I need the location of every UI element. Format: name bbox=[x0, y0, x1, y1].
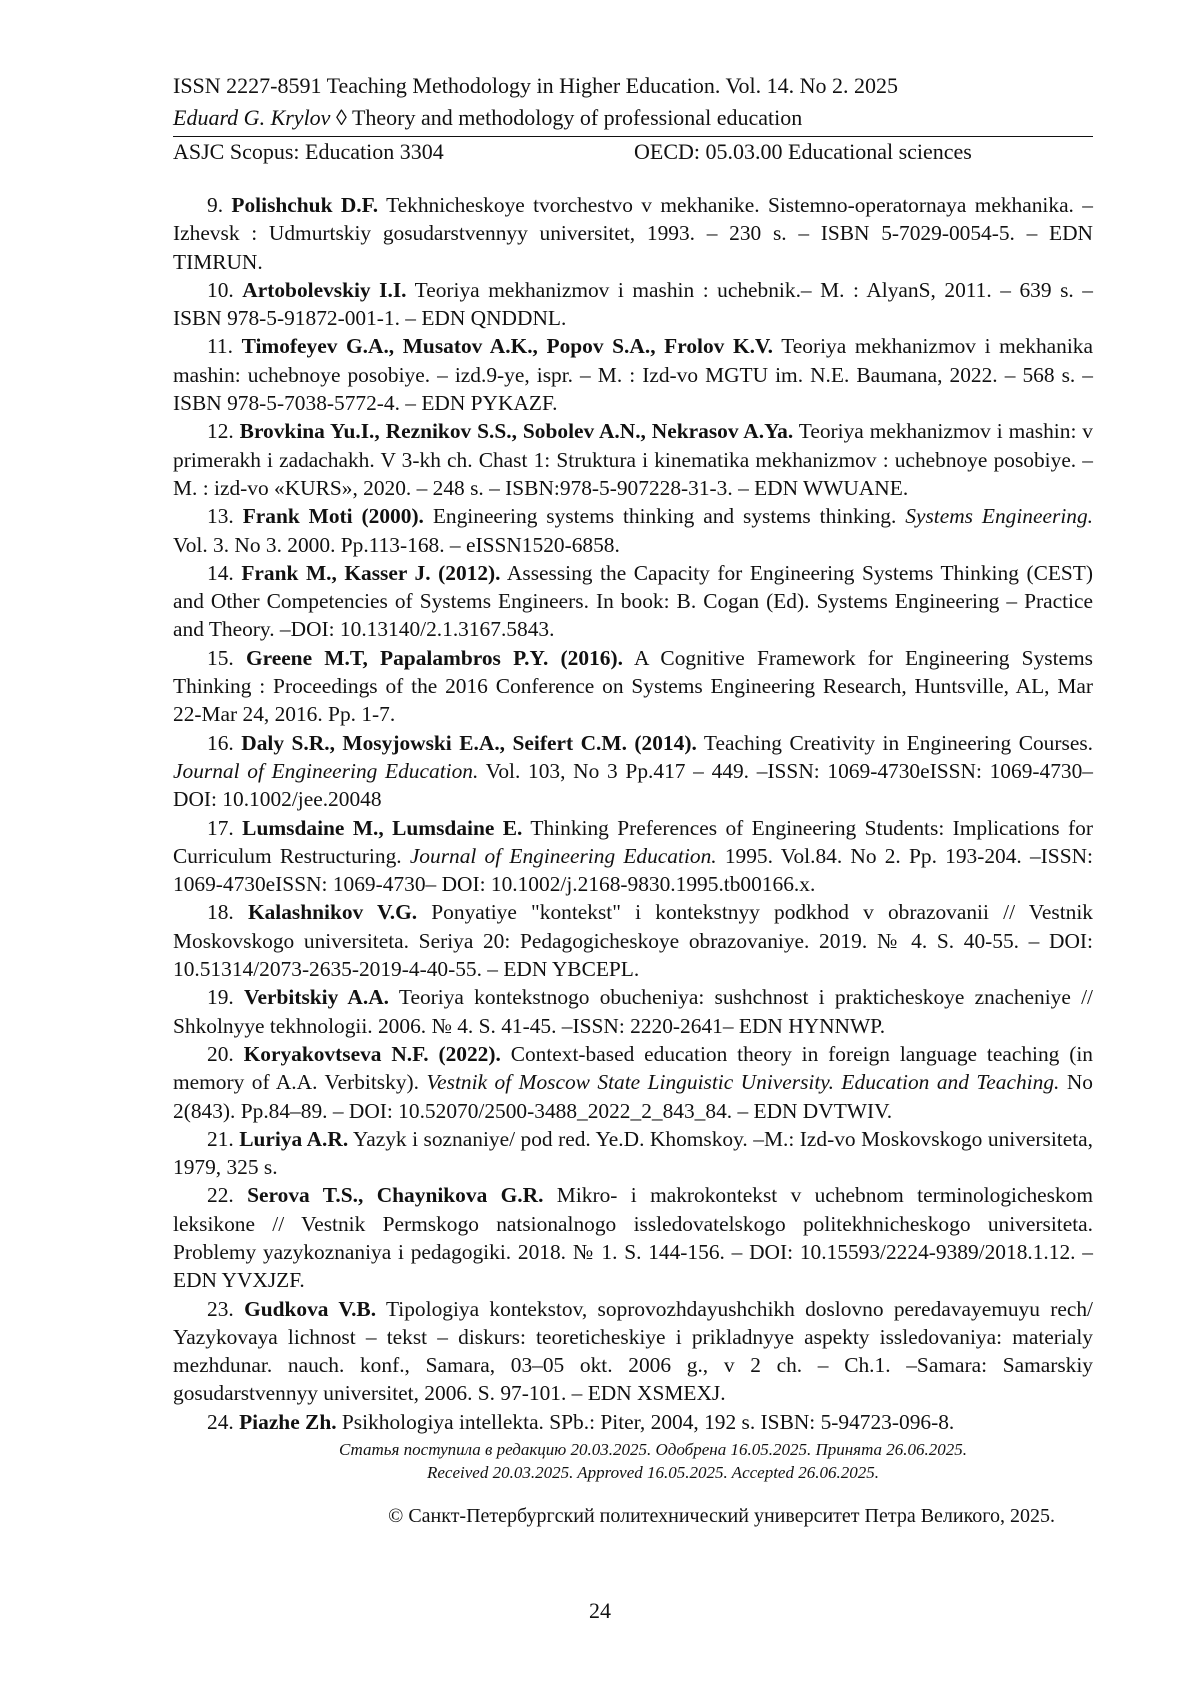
dates-en: Received 20.03.2025. Approved 16.05.2025. Accepted 26.06.2025. bbox=[427, 1463, 879, 1483]
reference-authors: Artobolevskiy I.I. bbox=[242, 277, 407, 302]
reference-item bbox=[173, 1181, 1093, 1294]
reference-number: 16. bbox=[207, 730, 234, 755]
reference-item bbox=[173, 644, 1093, 729]
reference-number: 18. bbox=[207, 900, 234, 925]
reference-authors: Greene M.T, Papalambros P.Y. (2016). bbox=[245, 645, 623, 670]
space bbox=[234, 985, 244, 1009]
header-separator: ◊ bbox=[330, 105, 352, 130]
reference-number: 21. bbox=[207, 1126, 234, 1151]
space bbox=[234, 1297, 244, 1321]
reference-text: Yazyk i soznaniye/ pod red. Ye.D. Khomskoy. –M.: Izd-vo Moskovskogo universiteta, 1979, 325 s. bbox=[173, 1126, 1094, 1180]
reference-journal: Vestnik of Moscow State Linguistic University. Education and Teaching. bbox=[426, 1070, 1060, 1095]
author-section-line bbox=[173, 102, 1093, 134]
running-header bbox=[173, 70, 1093, 167]
reference-text: Teaching Creativity in Engineering Courses. bbox=[696, 730, 1093, 755]
reference-authors: Verbitskiy A.A. bbox=[244, 985, 390, 1010]
reference-item bbox=[173, 983, 1093, 1040]
reference-authors: Brovkina Yu.I., Reznikov S.S., Sobolev A.N., Nekrasov A.Ya. bbox=[239, 419, 794, 444]
classification-line bbox=[173, 137, 1093, 167]
reference-authors: Piazhe Zh. bbox=[239, 1409, 337, 1434]
space bbox=[234, 1183, 247, 1207]
reference-item bbox=[173, 1125, 1093, 1182]
reference-item bbox=[173, 1040, 1093, 1125]
reference-number: 9. bbox=[207, 193, 224, 217]
reference-text: Teoriya kontekstnogo obucheniya: sushchnost i prakticheskoye znacheniye // Shkolnyye tekhnologii. 2006. № 4. S. 41-45. –ISSN: 2220-2641– EDN HYNNWP. bbox=[173, 985, 1093, 1038]
reference-text: Teoriya mekhanizmov i mashin: v primerakh i zadachakh. V 3-kh ch. Chast 1: Struktura i kinematika mekhanizmov : uchebnoye posobiye. – M. : izd-vo «KURS», 2020. – 248 s. – ISBN:978-5-907228-31-3. – EDN WWUANE. bbox=[173, 419, 1093, 500]
submission-dates bbox=[213, 1438, 1093, 1484]
reference-authors: Timofeyev G.A., Musatov A.K., Popov S.A., Frolov K.V. bbox=[241, 334, 773, 359]
page-number: 24 bbox=[589, 1598, 611, 1623]
reference-authors: Frank M., Kasser J. (2012). bbox=[241, 560, 501, 585]
reference-text: Assessing the Capacity for Engineering Systems Thinking (CEST) and Other Competencies of Systems Engineers. In book: B. Cogan (Ed). Systems Engineering – Practice and Theory. –DOI: 10.13140/2.1.3167.5843. bbox=[173, 560, 1093, 642]
copyright-notice: © Санкт-Петербургский политехнический университет Петра Великого, 2025. bbox=[388, 1505, 1055, 1528]
dates-ru: Статья поступила в редакцию 20.03.2025. Одобрена 16.05.2025. Принята 26.06.2025. bbox=[338, 1440, 968, 1460]
reference-text: Context-based education theory in foreign language teaching (in memory of A.A. Verbitsky). bbox=[173, 1041, 1093, 1095]
reference-number: 24. bbox=[207, 1409, 234, 1434]
reference-item bbox=[173, 898, 1093, 983]
reference-tail: 1995. Vol.84. No 2. Pp. 193-204. –ISSN: 1069-4730eISSN: 1069-4730– DOI: 10.1002/j.2168-9830.1995.tb00166.x. bbox=[173, 843, 1093, 897]
reference-tail: Vol. 3. No 3. 2000. Pp.113-168. – eISSN1520-6858. bbox=[173, 532, 620, 557]
reference-text: Teoriya mekhanizmov i mekhanika mashin: uchebnoye posobiye. – izd.9-ye, ispr. – M. : Izd-vo MGTU im. N.E. Baumana, 2022. – 568 s. – ISBN 978-5-7038-5772-4. – EDN PYKAZF. bbox=[173, 334, 1093, 416]
reference-journal: Systems Engineering. bbox=[905, 504, 1094, 529]
reference-authors: Lumsdaine M., Lumsdaine E. bbox=[242, 815, 523, 840]
asjc-code: ASJC Scopus: Education 3304 bbox=[173, 139, 444, 164]
header-section: Theory and methodology of professional education bbox=[351, 105, 803, 130]
reference-number: 15. bbox=[207, 645, 234, 670]
space bbox=[234, 646, 246, 670]
reference-item bbox=[173, 559, 1093, 644]
reference-text: A Cognitive Framework for Engineering Systems Thinking : Proceedings of the 2016 Conference on Systems Engineering Research, Huntsville, AL, Mar 22-Mar 24, 2016. Pp. 1-7. bbox=[173, 645, 1093, 727]
reference-number: 23. bbox=[207, 1296, 234, 1321]
reference-item bbox=[173, 276, 1093, 333]
reference-number: 11. bbox=[207, 334, 233, 359]
reference-text: Mikro- i makrokontekst v uchebnom terminologicheskom leksikone // Vestnik Permskogo natsionalnogo issledovatelskogo politekhnicheskogo universiteta. Problemy yazykoznaniya i pedagogiki. 2018. № 1. S. 144-156. – DOI: 10.15593/2224-9389/2018.1.12. – EDN YVXJZF. bbox=[173, 1183, 1093, 1293]
space bbox=[234, 1042, 244, 1066]
space bbox=[234, 900, 248, 924]
page-content bbox=[173, 70, 1093, 1530]
reference-item bbox=[173, 814, 1093, 899]
reference-item bbox=[173, 1295, 1093, 1408]
reference-number: 10. bbox=[207, 277, 234, 302]
journal-line: ISSN 2227-8591 Teaching Methodology in Higher Education. Vol. 14. No 2. 2025 bbox=[173, 73, 899, 98]
reference-authors: Frank Moti (2000). bbox=[242, 504, 424, 529]
reference-number: 14. bbox=[207, 560, 234, 585]
reference-authors: Kalashnikov V.G. bbox=[247, 900, 418, 925]
reference-authors: Gudkova V.B. bbox=[244, 1296, 377, 1321]
reference-authors: Serova T.S., Chaynikova G.R. bbox=[247, 1183, 544, 1208]
reference-authors: Polishchuk D.F. bbox=[231, 193, 379, 217]
reference-item bbox=[173, 417, 1093, 502]
reference-list bbox=[173, 191, 1093, 1436]
oecd-code: OECD: 05.03.00 Educational sciences bbox=[634, 139, 972, 164]
header-author: Eduard G. Krylov bbox=[173, 105, 331, 130]
space bbox=[234, 504, 243, 528]
reference-number: 13. bbox=[207, 504, 234, 529]
reference-item bbox=[173, 729, 1093, 814]
reference-tail: No 2(843). Pp.84–89. – DOI: 10.52070/2500-3488_2022_2_843_84. – EDN DVTWIV. bbox=[173, 1070, 1093, 1123]
reference-text: Ponyatiye "kontekst" i kontekstnyy podkhod v obrazovanii // Vestnik Moskovskogo universiteta. Seriya 20: Pedagogicheskoye obrazovaniye. 2019. № 4. S. 40-55. – DOI: 10.51314/2073-2635-2019-4-40-55. – EDN YBCEPL. bbox=[173, 900, 1093, 982]
reference-tail: Vol. 103, No 3 Pp.417 – 449. –ISSN: 1069-4730eISSN: 1069-4730– DOI: 10.1002/jee.20048 bbox=[173, 758, 1093, 812]
reference-number: 12. bbox=[207, 419, 234, 444]
reference-item bbox=[173, 191, 1093, 276]
space bbox=[234, 816, 242, 840]
reference-text: Tipologiya kontekstov, soprovozhdayushchikh doslovno peredavayemuyu rech/ Yazykovaya lichnost – tekst – diskurs: teoreticheskiye i prikladnyye aspekty issledovaniya: materialy mezhdunar. nauch. konf., Samara, 03–05 okt. 2006 g., v 2 ch. – Ch.1. –Samara: Samarskiy gosudarstvennyy universitet, 2006. S. 97-101. – EDN XSMEXJ. bbox=[173, 1296, 1093, 1406]
reference-authors: Daly S.R., Mosyjowski E.A., Seifert C.M. (2014). bbox=[241, 730, 697, 755]
reference-number: 17. bbox=[207, 815, 234, 840]
reference-authors: Luriya A.R. bbox=[239, 1126, 349, 1151]
reference-text: Engineering systems thinking and systems thinking. bbox=[423, 504, 906, 529]
reference-item bbox=[173, 332, 1093, 417]
reference-item bbox=[173, 1408, 1093, 1436]
reference-journal: Journal of Engineering Education. bbox=[173, 758, 479, 783]
space bbox=[234, 278, 243, 302]
reference-journal: Journal of Engineering Education. bbox=[409, 843, 717, 868]
reference-text: Thinking Preferences of Engineering Students: Implications for Curriculum Restructuring. bbox=[173, 815, 1093, 868]
reference-text: Teoriya mekhanizmov i mashin : uchebnik.– M. : AlyanS, 2011. – 639 s. – ISBN 978-5-91872-001-1. – EDN QNDDNL. bbox=[173, 277, 1093, 331]
reference-text: Tekhnicheskoye tvorchestvo v mekhanike. Sistemno-operatornaya mekhanika. – Izhevsk : Udmurtskiy gosudarstvennyy universitet, 1993. – 230 s. – ISBN 5-7029-0054-5. – EDN TIMRUN. bbox=[173, 193, 1093, 274]
space bbox=[233, 334, 242, 358]
reference-number: 20. bbox=[207, 1041, 234, 1066]
reference-text: Psikhologiya intellekta. SPb.: Piter, 2004, 192 s. ISBN: 5-94723-096-8. bbox=[336, 1409, 955, 1434]
reference-number: 22. bbox=[207, 1183, 234, 1208]
reference-number: 19. bbox=[207, 985, 234, 1010]
reference-item bbox=[173, 502, 1093, 559]
reference-authors: Koryakovtseva N.F. (2022). bbox=[243, 1041, 501, 1066]
